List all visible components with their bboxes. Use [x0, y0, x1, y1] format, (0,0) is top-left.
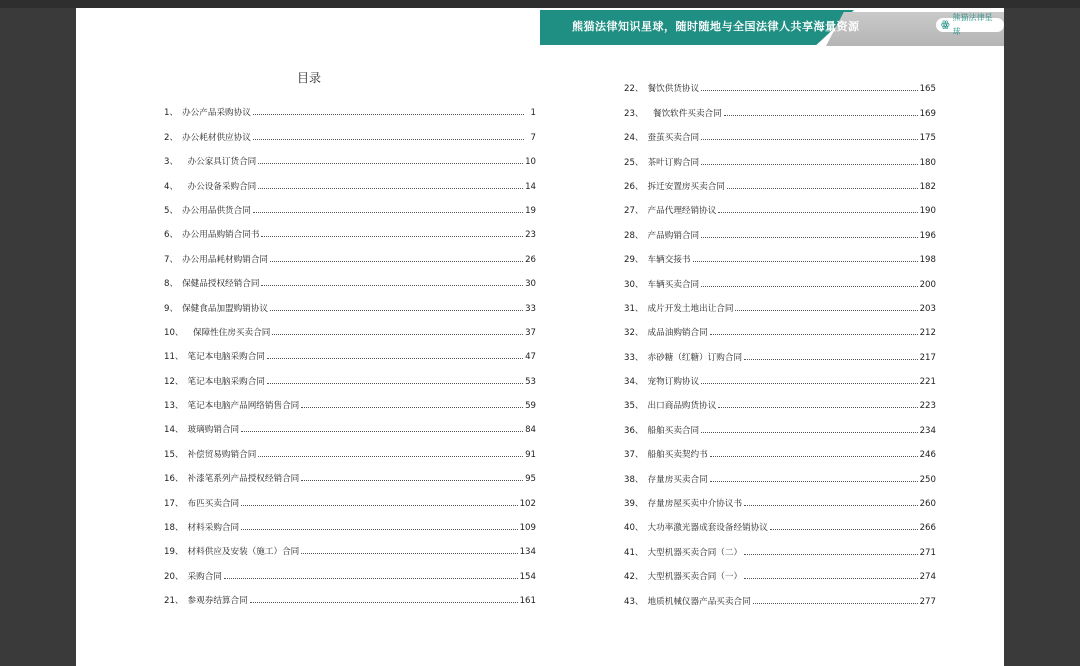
- toc-entry[interactable]: [164, 486, 536, 510]
- toc-entry-number: 9、: [164, 303, 179, 314]
- toc-entry-page: 59: [525, 401, 536, 412]
- toc-entry[interactable]: [624, 218, 936, 242]
- toc-entry-label: 出口商品购货协议: [647, 401, 717, 412]
- toc-entry-number: 32、: [624, 328, 644, 339]
- toc-entry-number: 26、: [624, 181, 644, 192]
- toc-entry[interactable]: [624, 243, 936, 267]
- toc-leader-dots: [258, 456, 523, 457]
- toc-entry-label: 材料采购合同: [187, 523, 240, 534]
- toc-leader-dots: [727, 188, 918, 189]
- toc-entry[interactable]: [164, 291, 536, 315]
- brand-logo-text: 熊猫法律星球: [952, 13, 993, 36]
- toc-entry-page: 161: [519, 596, 536, 607]
- toc-entry-page: 212: [919, 328, 936, 339]
- toc-leader-dots: [710, 456, 918, 457]
- toc-entry-number: 19、: [164, 547, 184, 558]
- toc-entry-page: 169: [919, 108, 936, 119]
- toc-entry[interactable]: [624, 121, 936, 145]
- toc-entry-page: 109: [519, 523, 536, 534]
- toc-entry-label: 办公产品采购协议: [182, 108, 251, 119]
- toc-leader-dots: [710, 334, 918, 335]
- toc-entry[interactable]: [164, 364, 536, 388]
- toc-leader-dots: [744, 359, 918, 360]
- document-page: [76, 8, 1004, 666]
- toc-entry[interactable]: [624, 511, 936, 535]
- toc-entry-label: 蚕茧买卖合同: [647, 133, 700, 144]
- toc-leader-dots: [272, 334, 523, 335]
- toc-leader-dots: [724, 115, 918, 116]
- toc-entry-page: 223: [919, 401, 936, 412]
- toc-leader-dots: [701, 237, 917, 238]
- toc-leader-dots: [701, 90, 917, 91]
- toc-entry-page: 203: [919, 303, 936, 314]
- toc-entry[interactable]: [624, 340, 936, 364]
- toc-leader-dots: [253, 212, 523, 213]
- toc-left-column: [164, 96, 536, 608]
- toc-entry-page: 14: [525, 181, 536, 192]
- toc-entry[interactable]: [624, 438, 936, 462]
- toc-leader-dots: [744, 578, 918, 579]
- toc-leader-dots: [301, 480, 523, 481]
- toc-entry[interactable]: [164, 145, 536, 169]
- toc-entry[interactable]: [164, 267, 536, 291]
- toc-entry-label: 办公家具订货合同: [182, 157, 257, 168]
- toc-entry-label: 产品购销合同: [647, 230, 700, 241]
- toc-entry-label: 笔记本电脑采购合同: [187, 352, 265, 363]
- toc-entry[interactable]: [624, 365, 936, 389]
- toc-entry-page: 47: [525, 352, 536, 363]
- toc-entry-label: 办公耗材供应协议: [182, 132, 251, 143]
- toc-entry-number: 23、: [624, 108, 644, 119]
- toc-entry-page: 200: [919, 279, 936, 290]
- toc-entry[interactable]: [164, 462, 536, 486]
- toc-entry-label: 保障性住房买卖合同: [187, 327, 271, 338]
- toc-entry-label: 赤砂糖（红糖）订购合同: [647, 352, 743, 363]
- toc-entry-number: 5、: [164, 205, 179, 216]
- toc-entry[interactable]: [624, 145, 936, 169]
- toc-leader-dots: [253, 114, 524, 115]
- toc-entry[interactable]: [624, 560, 936, 584]
- toc-entry-number: 36、: [624, 425, 644, 436]
- toc-entry-label: 宠物订购协议: [647, 377, 700, 388]
- toc-entry-label: 办公用品供货合同: [182, 205, 251, 216]
- toc-entry[interactable]: [164, 169, 536, 193]
- toc-entry-number: 17、: [164, 498, 184, 509]
- toc-leader-dots: [744, 505, 918, 506]
- toc-entry-label: 保健食品加盟购销协议: [182, 303, 269, 314]
- toc-entry-page: 266: [919, 523, 936, 534]
- toc-leader-dots: [744, 554, 918, 555]
- toc-entry-page: 7: [530, 132, 536, 143]
- toc-entry-number: 35、: [624, 401, 644, 412]
- toc-entry-number: 11、: [164, 352, 184, 363]
- toc-entry-label: 笔记本电脑采购合同: [187, 376, 265, 387]
- toc-entry[interactable]: [164, 437, 536, 461]
- toc-entry-page: 19: [525, 205, 536, 216]
- toc-entry-number: 38、: [624, 474, 644, 485]
- toc-entry-page: 1: [530, 108, 536, 119]
- toc-entry-page: 250: [919, 474, 936, 485]
- toc-entry[interactable]: [164, 194, 536, 218]
- toc-entry-label: 补偿贸易购销合同: [187, 449, 257, 460]
- toc-entry-number: 4、: [164, 181, 179, 192]
- toc-entry-page: 274: [919, 572, 936, 583]
- toc-entry-label: 拆迁安置房买卖合同: [647, 181, 725, 192]
- toc-entry-page: 198: [919, 255, 936, 266]
- toc-entry-label: 参观券结算合同: [187, 596, 248, 607]
- toc-entry[interactable]: [624, 316, 936, 340]
- toc-leader-dots: [258, 163, 523, 164]
- toc-entry-number: 14、: [164, 425, 184, 436]
- toc-entry-page: 260: [919, 499, 936, 510]
- toc-entry-page: 154: [519, 571, 536, 582]
- toc-entry[interactable]: [624, 535, 936, 559]
- toc-entry[interactable]: [164, 559, 536, 583]
- toc-entry[interactable]: [624, 292, 936, 316]
- toc-entry[interactable]: [624, 96, 936, 120]
- toc-entry-number: 13、: [164, 401, 184, 412]
- toc-entry-label: 产品代理经销协议: [647, 206, 717, 217]
- toc-entry[interactable]: [164, 316, 536, 340]
- toc-entry-label: 采购合同: [187, 571, 222, 582]
- toc-entry-page: 134: [519, 547, 536, 558]
- toc-leader-dots: [701, 383, 917, 384]
- toc-entry-number: 8、: [164, 279, 179, 290]
- toc-entry-number: 12、: [164, 376, 184, 387]
- toc-entry[interactable]: [164, 340, 536, 364]
- toc-entry-label: 存量房买卖合同: [647, 474, 708, 485]
- toc-leader-dots: [301, 407, 523, 408]
- toc-entry-number: 41、: [624, 547, 644, 558]
- toc-entry-page: 196: [919, 230, 936, 241]
- toc-entry-page: 246: [919, 450, 936, 461]
- toc-right-column: [624, 72, 936, 609]
- toc-entry-page: 234: [919, 425, 936, 436]
- toc-entry[interactable]: [164, 389, 536, 413]
- toc-entry-label: 茶叶订购合同: [647, 157, 700, 168]
- toc-entry-number: 33、: [624, 352, 644, 363]
- toc-leader-dots: [753, 603, 918, 604]
- toc-entry-number: 37、: [624, 450, 644, 461]
- toc-leader-dots: [258, 188, 523, 189]
- toc-entry[interactable]: [164, 96, 536, 120]
- toc-entry-number: 6、: [164, 230, 179, 241]
- toc-entry[interactable]: [164, 511, 536, 535]
- toc-entry-page: 53: [525, 376, 536, 387]
- toc-leader-dots: [241, 529, 517, 530]
- toc-leader-dots: [270, 310, 523, 311]
- toc-entry-page: 23: [525, 230, 536, 241]
- toc-entry-number: 22、: [624, 84, 644, 95]
- toc-leader-dots: [261, 285, 523, 286]
- toc-leader-dots: [710, 481, 918, 482]
- toc-leader-dots: [253, 139, 524, 140]
- toc-entry-page: 180: [919, 157, 936, 168]
- toc-entry-label: 玻璃购销合同: [187, 425, 240, 436]
- toc-entry-label: 船舶买卖合同: [647, 425, 700, 436]
- toc-entry[interactable]: [164, 242, 536, 266]
- toc-entry-label: 办公设备采购合同: [182, 181, 257, 192]
- toc-entry-number: 34、: [624, 377, 644, 388]
- toc-entry-page: 175: [919, 133, 936, 144]
- toc-entry-label: 地质机械仪器产品买卖合同: [647, 596, 751, 607]
- toc-entry-page: 165: [919, 84, 936, 95]
- toc-entry[interactable]: [624, 413, 936, 437]
- toc-entry-page: 182: [919, 181, 936, 192]
- toc-leader-dots: [267, 383, 523, 384]
- toc-entry-number: 2、: [164, 132, 179, 143]
- toc-entry-number: 28、: [624, 230, 644, 241]
- toc-entry-number: 43、: [624, 596, 644, 607]
- toc-entry-label: 补漆笔系列产品授权经销合同: [187, 474, 300, 485]
- toc-entry-number: 25、: [624, 157, 644, 168]
- toc-entry-label: 车辆买卖合同: [647, 279, 700, 290]
- toc-entry[interactable]: [164, 120, 536, 144]
- toc-leader-dots: [270, 261, 523, 262]
- toc-entry-page: 37: [525, 327, 536, 338]
- toc-entry-page: 277: [919, 596, 936, 607]
- toc-leader-dots: [261, 236, 523, 237]
- toc-entry-number: 40、: [624, 523, 644, 534]
- toc-entry[interactable]: [624, 194, 936, 218]
- toc-entry-number: 30、: [624, 279, 644, 290]
- toc-entry[interactable]: [624, 170, 936, 194]
- toc-entry-number: 15、: [164, 449, 184, 460]
- toc-entry-label: 船舶买卖契约书: [647, 450, 708, 461]
- toc-entry-page: 26: [525, 254, 536, 265]
- toc-entry-number: 24、: [624, 133, 644, 144]
- toc-leader-dots: [701, 432, 917, 433]
- toc-entry-page: 95: [525, 474, 536, 485]
- toc-entry-number: 31、: [624, 303, 644, 314]
- brand-logo: [936, 13, 1004, 36]
- toc-title: 目录: [296, 71, 321, 85]
- toc-entry-label: 保健品授权经销合同: [182, 279, 260, 290]
- toc-entry-label: 大型机器买卖合同（二）: [647, 547, 743, 558]
- toc-entry-label: 办公用品耗材购销合同: [182, 254, 269, 265]
- toc-leader-dots: [735, 310, 917, 311]
- toc-leader-dots: [301, 553, 517, 554]
- toc-entry[interactable]: [624, 389, 936, 413]
- toc-entry-number: 7、: [164, 254, 179, 265]
- toc-entry-page: 102: [519, 498, 536, 509]
- toc-entry-label: 成品油购销合同: [647, 328, 708, 339]
- toc-entry-number: 10、: [164, 327, 184, 338]
- toc-leader-dots: [701, 286, 917, 287]
- toc-entry-number: 20、: [164, 571, 184, 582]
- toc-entry-number: 42、: [624, 572, 644, 583]
- toc-leader-dots: [241, 431, 523, 432]
- toc-leader-dots: [718, 407, 917, 408]
- toc-entry[interactable]: [624, 267, 936, 291]
- toc-entry-number: 21、: [164, 596, 184, 607]
- toc-leader-dots: [267, 358, 523, 359]
- toc-entry[interactable]: [624, 584, 936, 608]
- toc-entry-page: 91: [525, 449, 536, 460]
- toc-leader-dots: [693, 261, 918, 262]
- toc-leader-dots: [250, 602, 518, 603]
- toc-leader-dots: [241, 505, 517, 506]
- toc-entry-label: 餐饮供货协议: [647, 84, 700, 95]
- toc-entry-number: 16、: [164, 474, 184, 485]
- toc-entry-page: 217: [919, 352, 936, 363]
- toc-entry-label: 笔记本电脑产品网络销售合同: [187, 401, 300, 412]
- toc-entry-page: 30: [525, 279, 536, 290]
- toc-leader-dots: [718, 212, 917, 213]
- toc-entry-page: 10: [525, 157, 536, 168]
- toc-entry-number: 1、: [164, 108, 179, 119]
- toc-entry-page: 221: [919, 377, 936, 388]
- toc-entry-label: 存量房屋买卖中介协议书: [647, 499, 743, 510]
- toc-entry[interactable]: [624, 487, 936, 511]
- panda-logo-icon: ꙮ: [941, 20, 950, 30]
- toc-entry[interactable]: [164, 584, 536, 608]
- toc-entry-label: 大功率激光器成套设备经销协议: [647, 523, 768, 534]
- toc-entry-label: 办公用品购销合同书: [182, 230, 260, 241]
- toc-leader-dots: [224, 578, 518, 579]
- toc-entry-page: 271: [919, 547, 936, 558]
- toc-entry-page: 190: [919, 206, 936, 217]
- toc-leader-dots: [701, 139, 917, 140]
- header-banner-text: 熊猫法律知识星球，随时随地与全国法律人共享海量资源: [572, 20, 860, 33]
- toc-entry-label: 餐饮软件买卖合同: [647, 108, 722, 119]
- toc-entry[interactable]: [164, 413, 536, 437]
- toc-entry-label: 材料供应及安装（施工）合同: [187, 547, 300, 558]
- toc-leader-dots: [701, 164, 917, 165]
- toc-entry-number: 27、: [624, 206, 644, 217]
- toc-entry[interactable]: [624, 72, 936, 96]
- toc-entry-label: 大型机器买卖合同（一）: [647, 572, 743, 583]
- toc-entry-label: 车辆交接书: [647, 255, 691, 266]
- toc-entry-number: 39、: [624, 499, 644, 510]
- toc-entry-label: 成片开发土地出让合同: [647, 303, 734, 314]
- toc-entry-number: 3、: [164, 157, 179, 168]
- toc-entry-number: 18、: [164, 523, 184, 534]
- toc-entry-label: 布匹买卖合同: [187, 498, 240, 509]
- toc-entry-number: 29、: [624, 255, 644, 266]
- toc-entry-page: 84: [525, 425, 536, 436]
- toc-entry-page: 33: [525, 303, 536, 314]
- toc-entry[interactable]: [164, 218, 536, 242]
- toc-entry[interactable]: [164, 535, 536, 559]
- viewer-top-bar: [0, 0, 1080, 8]
- toc-leader-dots: [770, 529, 918, 530]
- toc-entry[interactable]: [624, 462, 936, 486]
